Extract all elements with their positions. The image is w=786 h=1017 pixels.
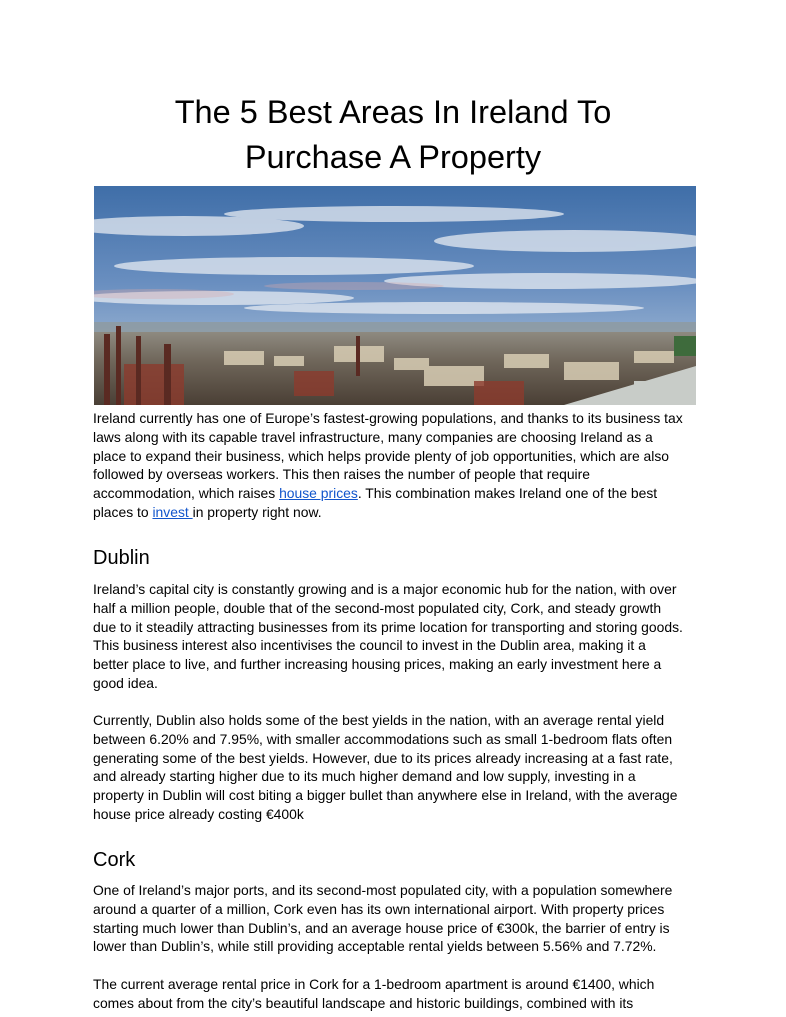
text-line: Currently, Dublin also holds some of the best yields in the nation, with an average rental yield (93, 712, 665, 728)
title-line: Purchase A Property (244, 139, 542, 175)
text-line: starting much lower than Dublin’s, and an average house price of €300k, the barrier of entry is (93, 919, 670, 936)
text-line (93, 503, 703, 522)
text-line: house price already costing €400k (93, 805, 304, 822)
text-run: accommodation, which raises (93, 485, 280, 502)
text-line: comes about from the city’s beautiful landscape and historic buildings, combined with its (93, 994, 634, 1011)
text-line: This business interest also incentivises the council to invest in the Dublin area, making it a (93, 637, 646, 654)
intro-paragraph (93, 409, 703, 522)
text-line: good idea. (93, 674, 158, 691)
house-prices-link[interactable]: house prices (279, 485, 358, 502)
dublin-paragraph-2 (93, 711, 703, 824)
dublin-skyline-image (94, 186, 696, 405)
dublin-heading: Dublin (93, 547, 150, 569)
text-line: and already starting higher due to its much higher demand and low supply, investing in a (93, 768, 636, 785)
text-line: The current average rental price in Cork for a 1-bedroom apartment is around €1400, which (93, 976, 655, 992)
text-line: laws along with its capable travel infrastructure, many companies are choosing Ireland as a (93, 428, 653, 445)
text-run: . This combination makes Ireland one of the best (357, 485, 658, 502)
text-line: One of Ireland’s major ports, and its second-most populated city, with a population somewhere (93, 882, 673, 898)
text-line: Ireland’s capital city is constantly growing and is a major economic hub for the nation, with over (93, 581, 677, 597)
title-line: The 5 Best Areas In Ireland To (174, 94, 612, 130)
text-line: around a quarter of a million, Cork even has its own international airport. With property prices (93, 900, 665, 917)
text-line: between 6.20% and 7.95%, with smaller accommodations such as small 1-bedroom flats often (93, 730, 673, 747)
document-title (93, 90, 693, 180)
text-line: Ireland currently has one of Europe’s fastest-growing populations, and thanks to its business tax (93, 410, 683, 426)
cork-paragraph-1 (93, 881, 703, 956)
invest-link[interactable]: invest (152, 503, 193, 520)
dublin-paragraph-1 (93, 580, 703, 693)
text-line: due to it steadily attracting businesses from its prime location for transporting and storing goods. (93, 618, 683, 635)
text-line: better place to live, and further increasing housing prices, making an early investment here a (93, 656, 662, 673)
text-line: generating some of the best yields. However, due to its prices already increasing at a fast rate, (93, 749, 673, 766)
cork-paragraph-2 (93, 975, 703, 1013)
text-line: lower than Dublin’s, while still providing acceptable rental yields between 5.56% and 7.72%. (93, 938, 657, 955)
text-line (93, 484, 703, 503)
text-line: place to expand their business, which helps provide plenty of job opportunities, which are also (93, 447, 670, 464)
text-line: property in Dublin will cost biting a bigger bullet than anywhere else in Ireland, with the average (93, 787, 678, 804)
cork-heading: Cork (93, 849, 136, 871)
text-run: places to (93, 503, 153, 520)
text-line: followed by overseas workers. This then raises the number of people that require (93, 466, 590, 483)
text-run: in property right now. (192, 503, 322, 520)
text-line: half a million people, double that of the second-most populated city, Cork, and steady growth (93, 599, 662, 616)
